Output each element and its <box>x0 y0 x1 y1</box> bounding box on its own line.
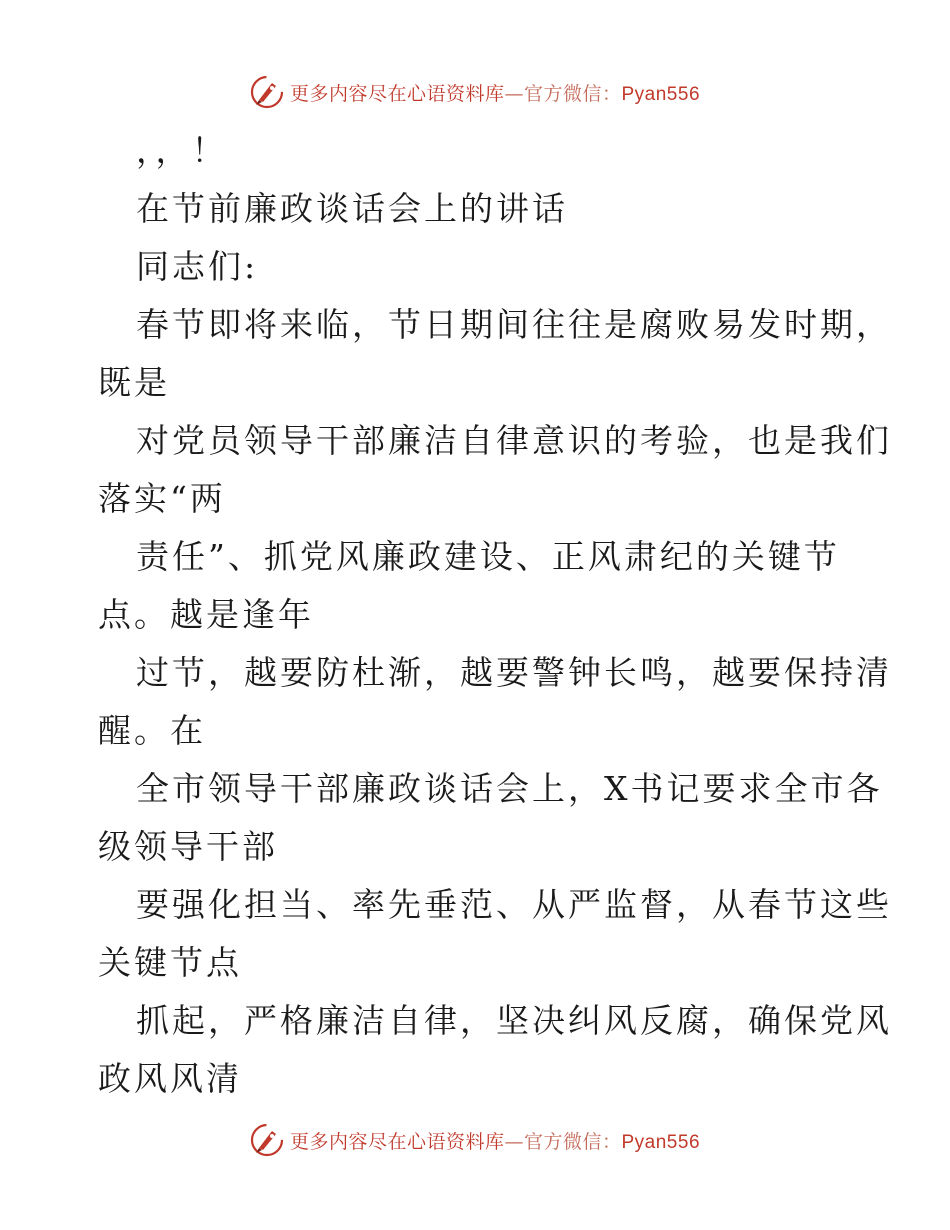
text-line: 既是 <box>98 363 170 402</box>
text-line: ，，！ <box>136 131 228 170</box>
text-line: 全市领导干部廉政谈话会上，X书记要求全市各 <box>136 769 883 808</box>
document-title: 在节前廉政谈话会上的讲话 <box>136 189 568 228</box>
text-line: 对党员领导干部廉洁自律意识的考验，也是我们 <box>136 421 892 460</box>
text-line: 级领导干部 <box>98 827 278 866</box>
text-line: 春节即将来临，节日期间往往是腐败易发时期， <box>136 305 892 344</box>
document-body <box>0 122 950 1108</box>
text-line: 抓起，严格廉洁自律，坚决纠风反腐，确保党风 <box>136 1001 892 1040</box>
watermark-text: 更多内容尽在心语资料库—官方微信：Pyan556 <box>289 82 701 105</box>
text-line: 要强化担当、率先垂范、从严监督，从春节这些 <box>136 885 892 924</box>
quill-pen-logo-icon <box>250 1123 284 1157</box>
watermark-banner-top <box>0 70 950 114</box>
text-line: 关键节点 <box>98 943 242 982</box>
text-line: 过节，越要防杜渐，越要警钟长鸣，越要保持清 <box>136 653 892 692</box>
text-line: 落实“两 <box>98 479 226 518</box>
text-line: 醒。在 <box>98 711 206 750</box>
text-line: 点。越是逢年 <box>98 595 314 634</box>
text-line: 同志们: <box>136 247 259 286</box>
watermark-text: 更多内容尽在心语资料库—官方微信：Pyan556 <box>289 1130 701 1153</box>
watermark-banner-bottom <box>0 1118 950 1162</box>
text-line: 责任”、抓党风廉政建设、正风肃纪的关键节 <box>136 537 840 576</box>
text-line: 政风风清 <box>98 1059 242 1098</box>
quill-pen-logo-icon <box>250 75 284 109</box>
